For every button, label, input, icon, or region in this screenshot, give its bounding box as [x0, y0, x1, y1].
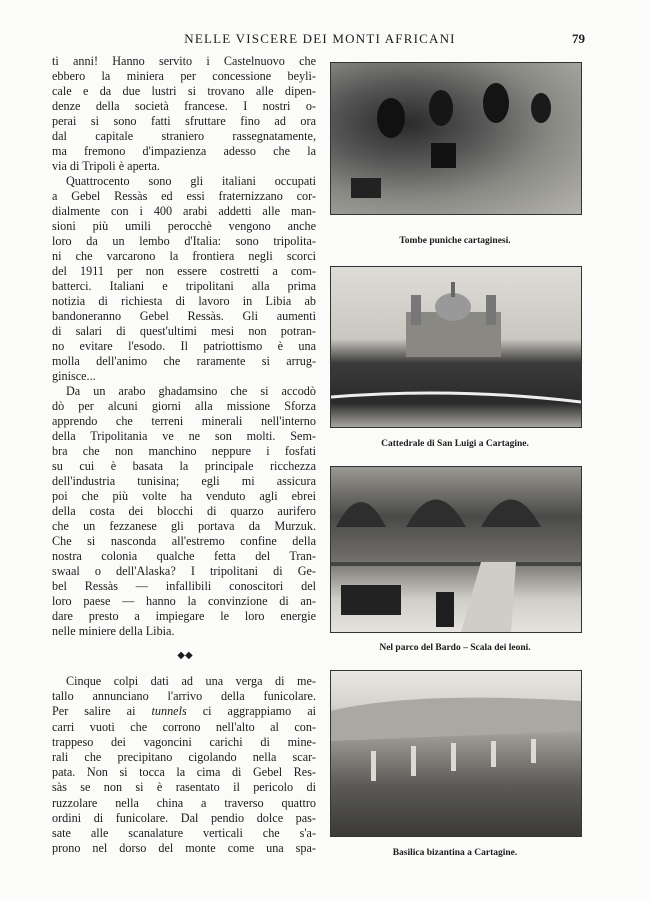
- photo-cathedral-saint-louis: [330, 266, 582, 428]
- text-line: no evitare l'esodo. Il patriottismo è una: [52, 339, 316, 353]
- text-line: nostra colonia qualche fetta del Tran-: [52, 549, 316, 563]
- text-line: Per salire ai tunnels ci aggrappiamo ai: [52, 704, 316, 719]
- text-line: rali che precipitano cigolando nella scar-: [52, 749, 316, 764]
- text-line: sàs se non si è rasentato il pericolo di: [52, 780, 316, 795]
- text-line: denze della società francese. I nostri o-: [52, 99, 316, 113]
- figure-caption: Basilica bizantina a Cartagine.: [392, 848, 518, 858]
- text-line: notizia di richiesta di lavoro in Libia ab: [52, 294, 316, 308]
- text-line: di salari di quest'ultimi mesi non potran-: [52, 324, 316, 338]
- text-line: Cinque colpi dati ad una verga di me-: [66, 674, 316, 688]
- body-text-bottom: [52, 674, 316, 856]
- text-line: ebbero la miniera per concessione beyli-: [52, 69, 316, 83]
- text-line: Da un arabo ghadamsino che si accodò: [66, 384, 316, 398]
- text-line: via di Tripoli è aperta.: [52, 159, 160, 173]
- text-line: della costa dei blocchi di quarzo aurifero: [52, 504, 316, 518]
- text-line: nelle miniere della Libia.: [52, 624, 175, 638]
- text-line: poi che più volte ha venduto agli ebrei: [52, 489, 316, 503]
- text-line: ruzzolare nella china a traverso quattro: [52, 795, 316, 810]
- text-line: Quattrocento sono gli italiani occupati: [66, 174, 316, 188]
- text-line: pata. Non si tocca la cima di Gebel Res-: [52, 765, 316, 780]
- photo-byzantine-basilica: [330, 670, 582, 837]
- text-line: trappeso dei vagoncini carichi di mine-: [52, 734, 316, 749]
- page-number: 79: [572, 31, 585, 46]
- text-line: dare presto a impiegare le loro energie: [52, 609, 316, 623]
- text-line: carri vuoti che corrono nell'alto al con-: [52, 719, 316, 734]
- text-line: prono nel dorso del monte come una spa-: [52, 841, 316, 856]
- text-line: loro paese — hanno la convinzione di an-: [52, 594, 316, 608]
- text-line: ma fremono d'impazienza adesso che la: [52, 144, 316, 158]
- text-line: apprendo che terreni minerali nell'interno: [52, 414, 316, 428]
- text-line: batterci. Italiani e tripolitani alla prima: [52, 279, 316, 293]
- text-line: del 1911 per non essere costretti a com-: [52, 264, 316, 278]
- section-separator: ◆◆: [177, 650, 193, 661]
- text-line: sate alle scanalature verticali che s'a-: [52, 825, 316, 840]
- text-line: Che si nasconda all'estremo confine della: [52, 534, 316, 548]
- text-line: perai si sono fatti sfruttare fino ad ora: [52, 114, 316, 128]
- text-line: bra che non manchino neppure i fosfati: [52, 444, 316, 458]
- figure-caption: Tombe puniche cartaginesi.: [399, 236, 511, 246]
- text-line: sioni più umili perocchè vengono anche: [52, 219, 316, 233]
- text-line: tallo annunciano l'arrivo della funicolare.: [52, 689, 316, 704]
- text-line: ni che varcarono la frontiera negli scorci: [52, 249, 316, 263]
- text-line: bel Ressàs — infallibili conoscitori del: [52, 579, 316, 593]
- text-line: della Tripolitania ve ne son molti. Sem-: [52, 429, 316, 443]
- text-line: che un fezzanese gli portava da Murzuk.: [52, 519, 316, 533]
- figure-caption: Cattedrale di San Luigi a Cartagine.: [381, 439, 529, 449]
- text-line: dò per alcuni giorni alla missione Sforza: [52, 399, 316, 413]
- text-line: bandoneranno Gebel Ressàs. Gli aumenti: [52, 309, 316, 323]
- text-line: dal capitale straniero rassegnatamente,: [52, 129, 316, 143]
- body-text-top: [52, 54, 316, 639]
- text-line: dialmente con i 400 arabi addetti alle man-: [52, 204, 316, 218]
- text-line: ginisce...: [52, 369, 96, 383]
- text-line: ordini di funicolare. Dal pendio dolce pas-: [52, 810, 316, 825]
- text-line: loro da un lembo d'Italia: sono tripolita-: [52, 234, 316, 248]
- text-line: ti anni! Hanno servito i Castelnuovo che: [52, 54, 316, 68]
- text-line: swaal o dell'Alaska? I tripolitani di Ge-: [52, 564, 316, 578]
- running-title: NELLE VISCERE DEI MONTI AFRICANI: [184, 31, 456, 46]
- text-line: a Gebel Ressàs ed essi fraternizzano cor-: [52, 189, 316, 203]
- text-line: molla dell'animo che raramente si arrug-: [52, 354, 316, 368]
- photo-punic-tombs: [330, 62, 582, 215]
- text-line: dell'industria tunisina; egli mi assicura: [52, 474, 316, 488]
- text-line: su cui è basata la principale ricchezza: [52, 459, 316, 473]
- text-line: cale e da due lustri si trovano alle dipen-: [52, 84, 316, 98]
- photo-bardo-lion-staircase: [330, 466, 582, 633]
- figure-caption: Nel parco del Bardo – Scala dei leoni.: [379, 643, 531, 653]
